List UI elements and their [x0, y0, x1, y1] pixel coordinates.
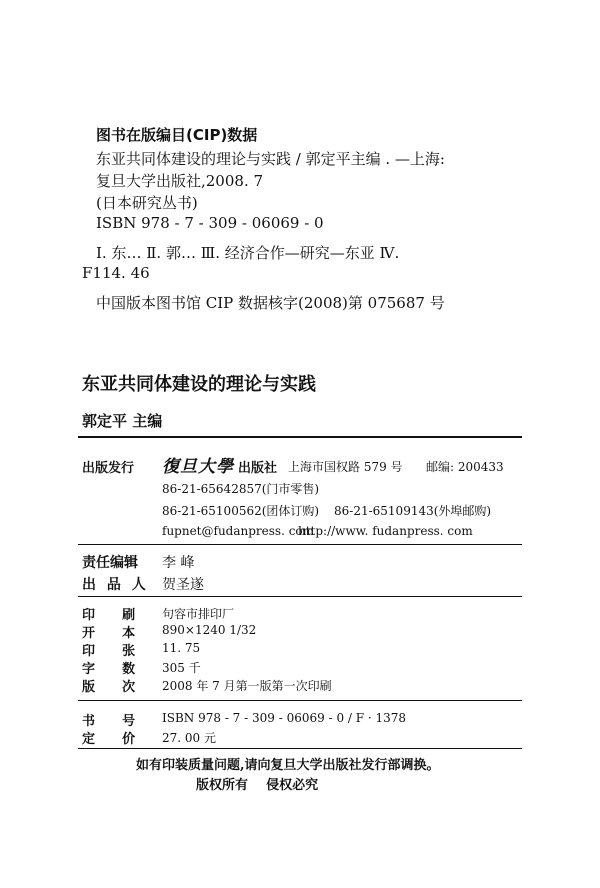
spec-label: 版 次 [82, 680, 136, 695]
responsible-editor-name: 李 峰 [162, 555, 195, 571]
publisher-logo: 復旦大學 [162, 457, 234, 477]
isbn-label: 书 号 [82, 714, 136, 729]
cip-subjects: Ⅰ. 东… Ⅱ. 郭… Ⅲ. 经济合作—研究—东亚 Ⅳ. [96, 244, 400, 262]
cip-line-title: 东亚共同体建设的理论与实践 / 郭定平主编 . —上海: [96, 150, 445, 168]
copyright-notice: 版权所有 侵权必究 [196, 778, 319, 793]
divider [78, 700, 522, 701]
spec-label: 印 张 [82, 644, 136, 659]
book-editor: 郭定平 主编 [82, 412, 163, 430]
spec-value: 句容市排印厂 [162, 607, 235, 621]
cip-classification: F114. 46 [82, 264, 150, 282]
spec-label: 字 数 [82, 662, 136, 677]
divider-thick [78, 436, 522, 438]
spec-value: 2008 年 7 月第一版第一次印刷 [162, 679, 332, 693]
phone-remote: 86-21-65109143(外埠邮购) [334, 504, 492, 518]
spec-value: 890×1240 1/32 [162, 623, 257, 637]
publisher-email: fupnet@fudanpress. com [162, 524, 315, 538]
phone-retail: 86-21-65642857(门市零售) [162, 482, 320, 496]
price-value: 27. 00 元 [162, 731, 216, 745]
cip-line-series: (日本研究丛书) [96, 194, 198, 212]
publisher-postcode: 邮编: 200433 [426, 460, 504, 474]
cip-line-publisher: 复旦大学出版社,2008. 7 [96, 172, 264, 190]
book-title: 东亚共同体建设的理论与实践 [82, 374, 316, 395]
producer-label: 出 品 人 [82, 577, 149, 593]
quality-notice: 如有印装质量问题,请向复旦大学出版社发行部调换。 [136, 758, 440, 773]
cip-verification: 中国版本图书馆 CIP 数据核字(2008)第 075687 号 [96, 294, 445, 312]
publisher-address: 上海市国权路 579 号 [288, 460, 403, 474]
cip-isbn: ISBN 978 - 7 - 309 - 06069 - 0 [96, 214, 324, 232]
spec-value: 305 千 [162, 661, 201, 675]
publisher-label: 出版发行 [82, 461, 135, 476]
price-label: 定 价 [82, 732, 136, 747]
cip-heading: 图书在版编目(CIP)数据 [96, 126, 258, 144]
spec-label: 开 本 [82, 626, 136, 641]
publisher-name: 出版社 [238, 461, 278, 476]
responsible-editor-label: 责任编辑 [82, 555, 138, 571]
phone-group: 86-21-65100562(团体订购) [162, 504, 320, 518]
producer-name: 贺圣遂 [162, 577, 204, 593]
spec-value: 11. 75 [162, 641, 201, 655]
divider [78, 544, 522, 545]
divider [78, 596, 522, 597]
divider [78, 748, 522, 749]
isbn-value: ISBN 978 - 7 - 309 - 06069 - 0 / F · 1378 [162, 711, 407, 725]
spec-label: 印 刷 [82, 608, 136, 623]
publisher-website: http://www. fudanpress. com [298, 524, 473, 538]
